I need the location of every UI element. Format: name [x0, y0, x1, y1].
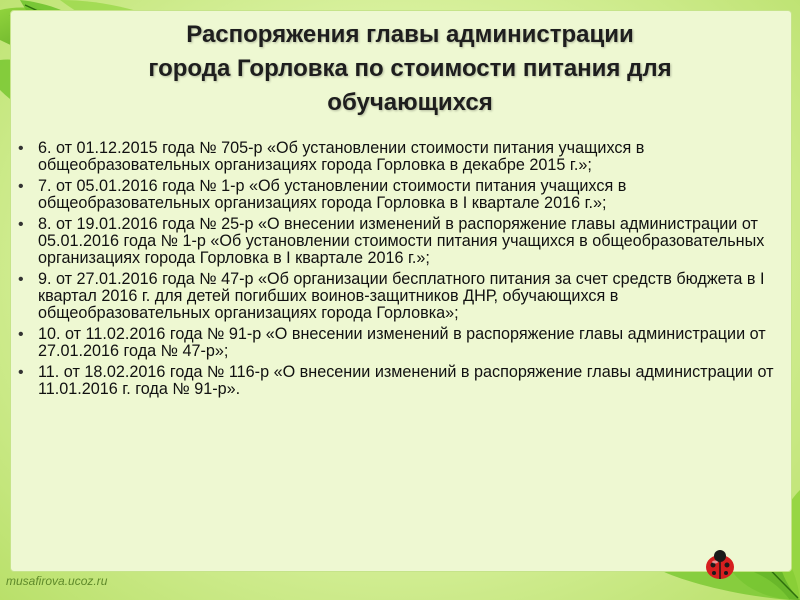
- watermark: musafirova.ucoz.ru: [6, 574, 108, 588]
- list-item: • 10. от 11.02.2016 года № 91-р «О внесении изменений в распоряжение главы администрации от 27.01.2016 года № 47-р»;: [12, 326, 777, 360]
- document-list: [12, 140, 777, 402]
- title-line: Распоряжения главы администрации: [186, 21, 634, 48]
- list-item: • 7. от 05.01.2016 года № 1-р «Об установлении стоимости питания учащихся в общеобразовательных организациях города Горловка в I квартале 2016 г.»;: [12, 178, 777, 212]
- list-item: • 6. от 01.12.2015 года № 705-р «Об установлении стоимости питания учащихся в общеобразовательных организациях города Горловка в декабре 2015 г.»;: [12, 140, 777, 174]
- title-line: обучающихся: [327, 89, 493, 116]
- list-item: • 9. от 27.01.2016 года № 47-р «Об организации бесплатного питания за счет средств бюджета в I квартал 2016 г. для детей погибших воинов-защитников ДНР, обучающихся в общеобразовательных организациях города Горловка»;: [12, 271, 777, 322]
- slide-title: [60, 18, 760, 120]
- list-item: • 11. от 18.02.2016 года № 116-р «О внесении изменений в распоряжение главы администрации от 11.01.2016 г. года № 91-р».: [12, 364, 777, 398]
- title-line: города Горловка по стоимости питания для: [148, 55, 672, 82]
- list-item: • 8. от 19.01.2016 года № 25-р «О внесении изменений в распоряжение главы администрации от 05.01.2016 года № 1-р «Об установлении стоимости питания учащихся в общеобразовательных организациях города Горловка в I квартале 2016 г.»;: [12, 216, 777, 267]
- ladybug-icon: [700, 548, 740, 582]
